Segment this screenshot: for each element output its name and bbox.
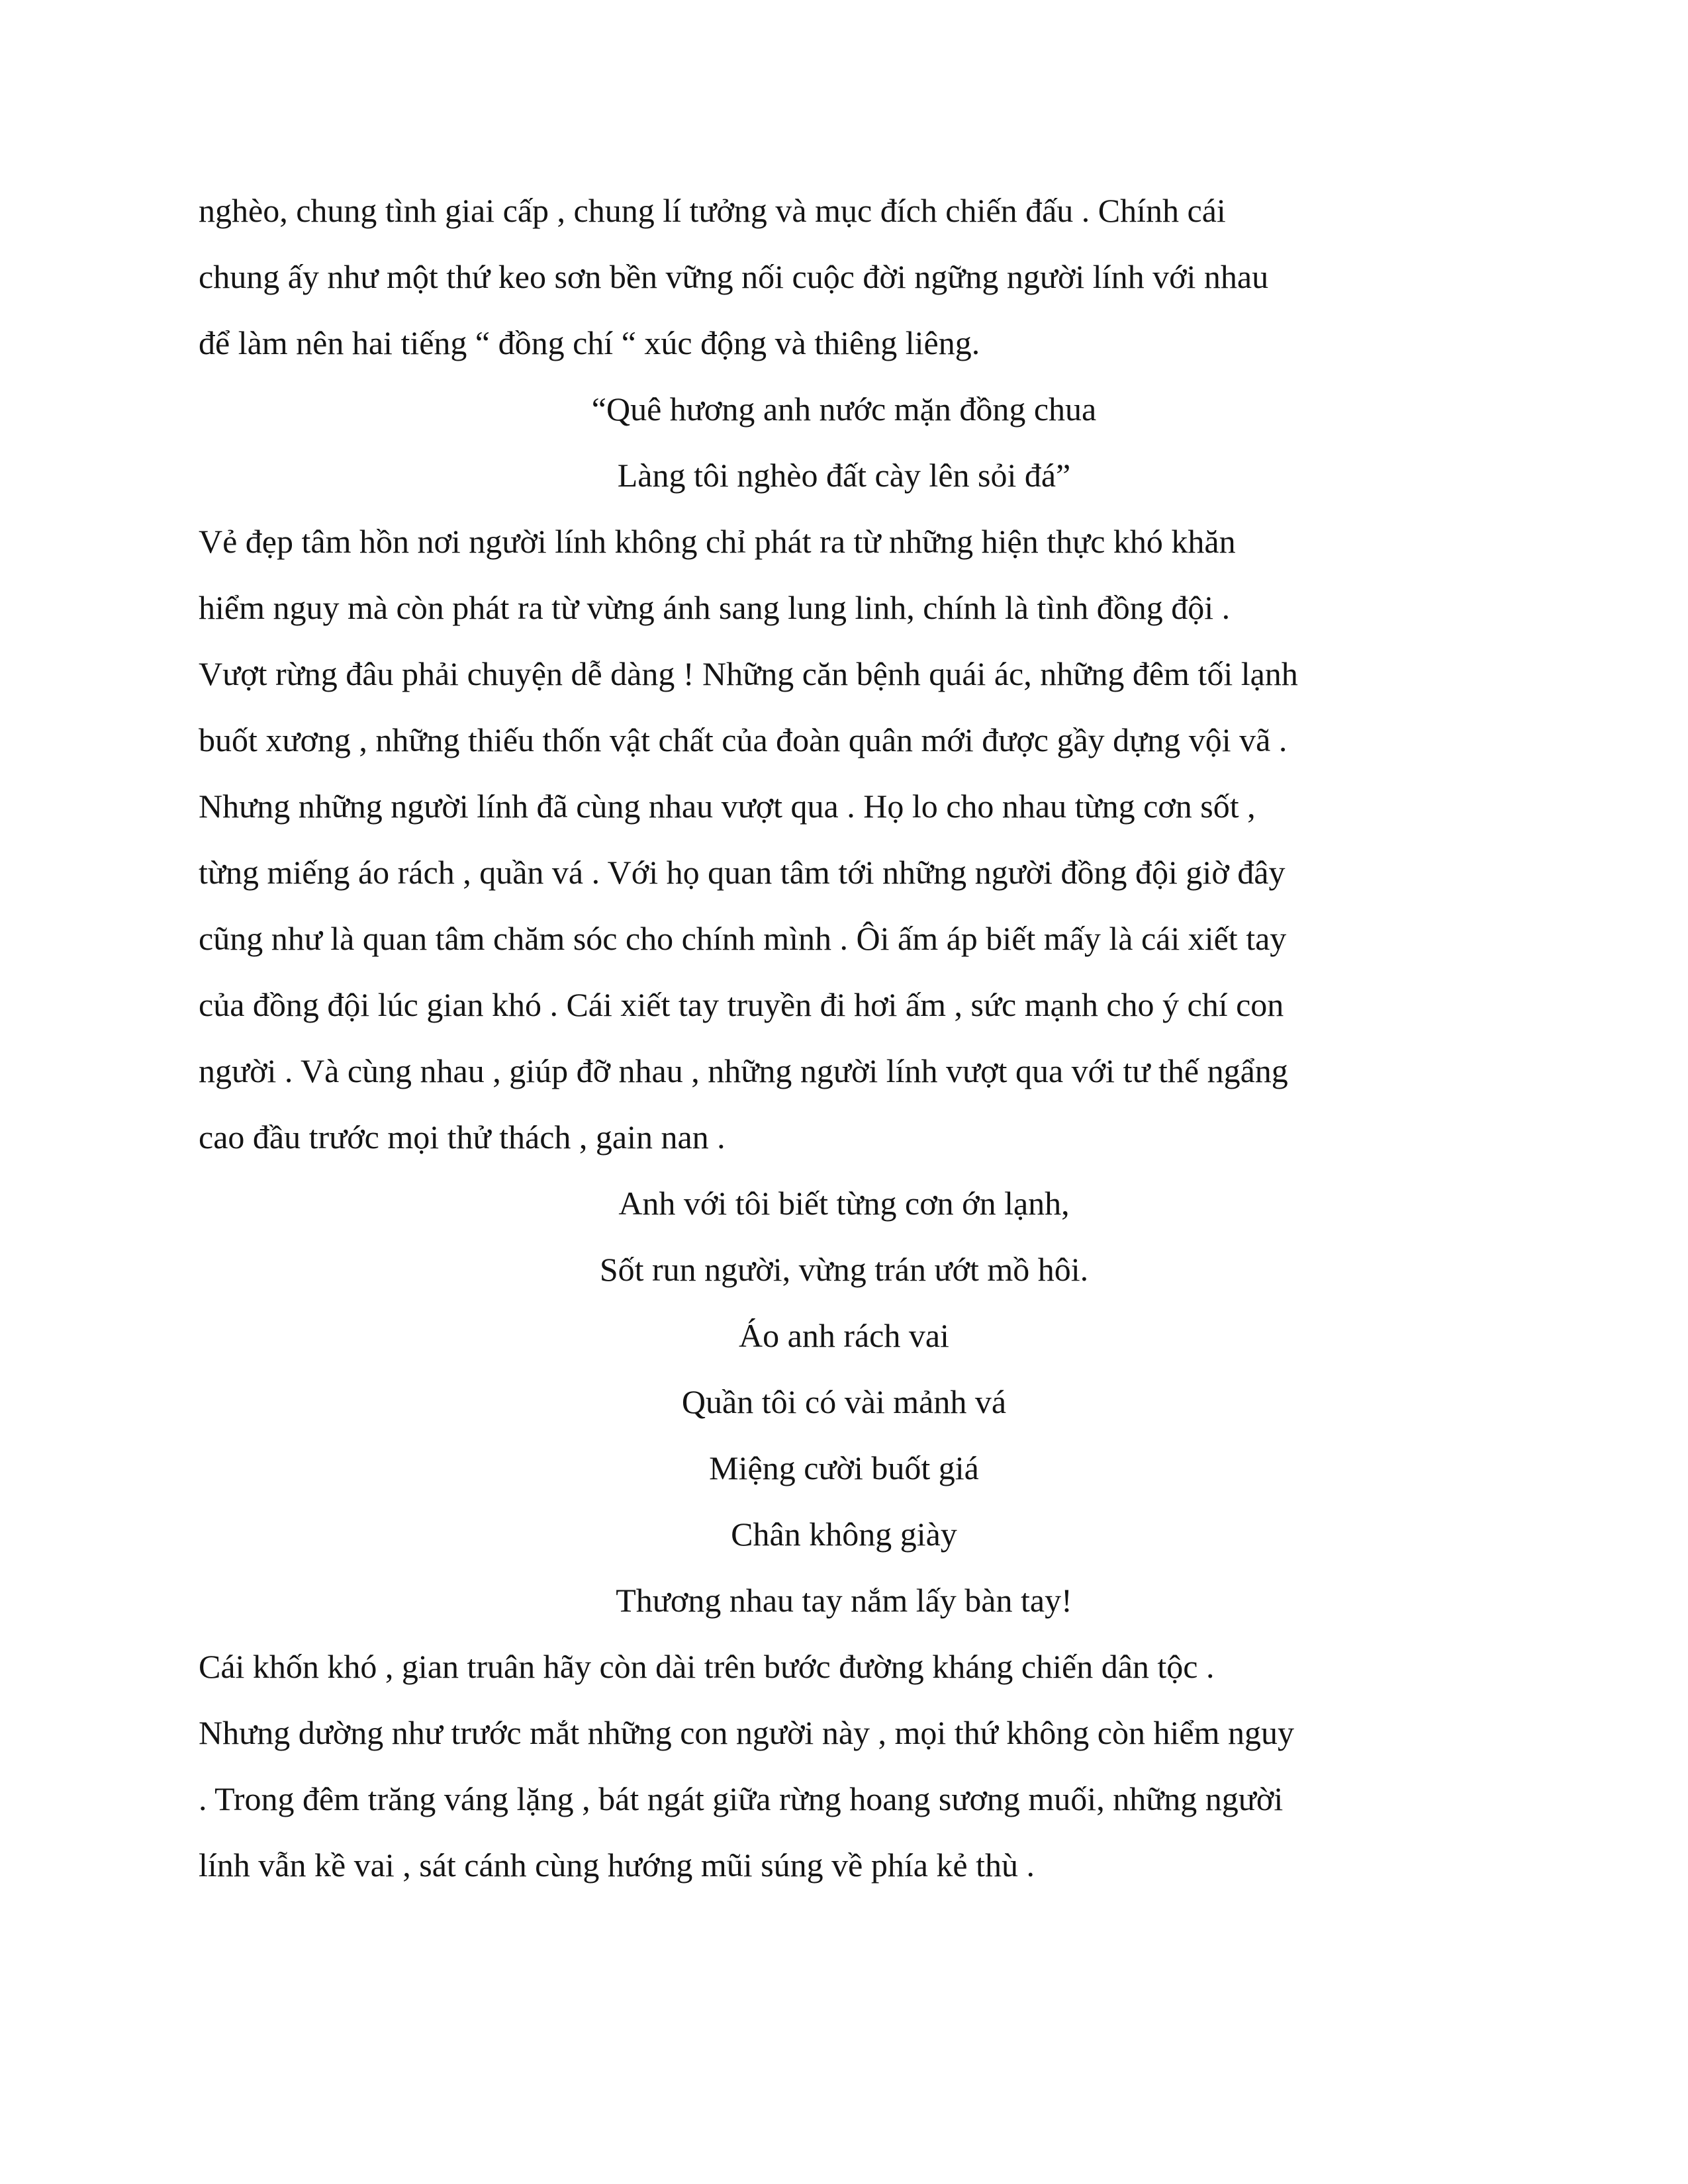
poem-line: Thương nhau tay nắm lấy bàn tay!	[616, 1582, 1072, 1619]
poem-line: Chân không giày	[731, 1516, 957, 1553]
text-line: hiểm nguy mà còn phát ra từ vừng ánh sang lung linh, chính là tình đồng đội .	[199, 589, 1231, 626]
text-line: từng miếng áo rách , quần vá . Với họ quan tâm tới những người đồng đội giờ đây	[199, 854, 1286, 891]
text-line: cao đầu trước mọi thử thách , gain nan .	[199, 1118, 726, 1156]
poem-line: Quần tôi có vài mảnh vá	[681, 1383, 1007, 1420]
poem-line: “Quê hương anh nước mặn đồng chua	[591, 390, 1097, 428]
text-line: Vượt rừng đâu phải chuyện dễ dàng ! Những căn bệnh quái ác, những đêm tối lạnh	[199, 655, 1298, 692]
poem-line: Áo anh rách vai	[739, 1317, 949, 1354]
poem-line: Miệng cười buốt giá	[709, 1449, 979, 1486]
text-line: chung ấy như một thứ keo sơn bền vững nối cuộc đời ngững người lính với nhau	[199, 258, 1269, 295]
text-line: Vẻ đẹp tâm hồn nơi người lính không chỉ phát ra từ những hiện thực khó khăn	[199, 523, 1236, 560]
text-line: Nhưng dường như trước mắt những con người này , mọi thứ không còn hiểm nguy	[199, 1714, 1294, 1751]
text-line: cũng như là quan tâm chăm sóc cho chính mình . Ôi ấm áp biết mấy là cái xiết tay	[199, 920, 1287, 957]
text-line: lính vẫn kề vai , sát cánh cùng hướng mũi súng về phía kẻ thù .	[199, 1846, 1035, 1884]
text-line: Cái khốn khó , gian truân hãy còn dài trên bước đường kháng chiến dân tộc .	[199, 1648, 1215, 1685]
poem-line: Làng tôi nghèo đất cày lên sỏi đá”	[617, 457, 1071, 494]
text-line: của đồng đội lúc gian khó . Cái xiết tay truyền đi hơi ấm , sức mạnh cho ý chí con	[199, 986, 1284, 1023]
text-line: Nhưng những người lính đã cùng nhau vượt qua . Họ lo cho nhau từng cơn sốt ,	[199, 788, 1256, 825]
text-line: buốt xương , những thiếu thốn vật chất của đoàn quân mới được gầy dựng vội vã .	[199, 721, 1288, 758]
text-line: để làm nên hai tiếng “ đồng chí “ xúc động và thiêng liêng.	[199, 324, 980, 361]
text-line: người . Và cùng nhau , giúp đỡ nhau , những người lính vượt qua với tư thế ngẩng	[199, 1052, 1288, 1089]
body-text	[199, 177, 1489, 1898]
poem-line: Sốt run người, vừng trán ướt mồ hôi.	[599, 1251, 1089, 1288]
text-line: nghèo, chung tình giai cấp , chung lí tưởng và mục đích chiến đấu . Chính cái	[199, 192, 1226, 229]
text-line: . Trong đêm trăng váng lặng , bát ngát giữa rừng hoang sương muối, những người	[199, 1780, 1284, 1817]
poem-line: Anh với tôi biết từng cơn ớn lạnh,	[618, 1185, 1070, 1222]
